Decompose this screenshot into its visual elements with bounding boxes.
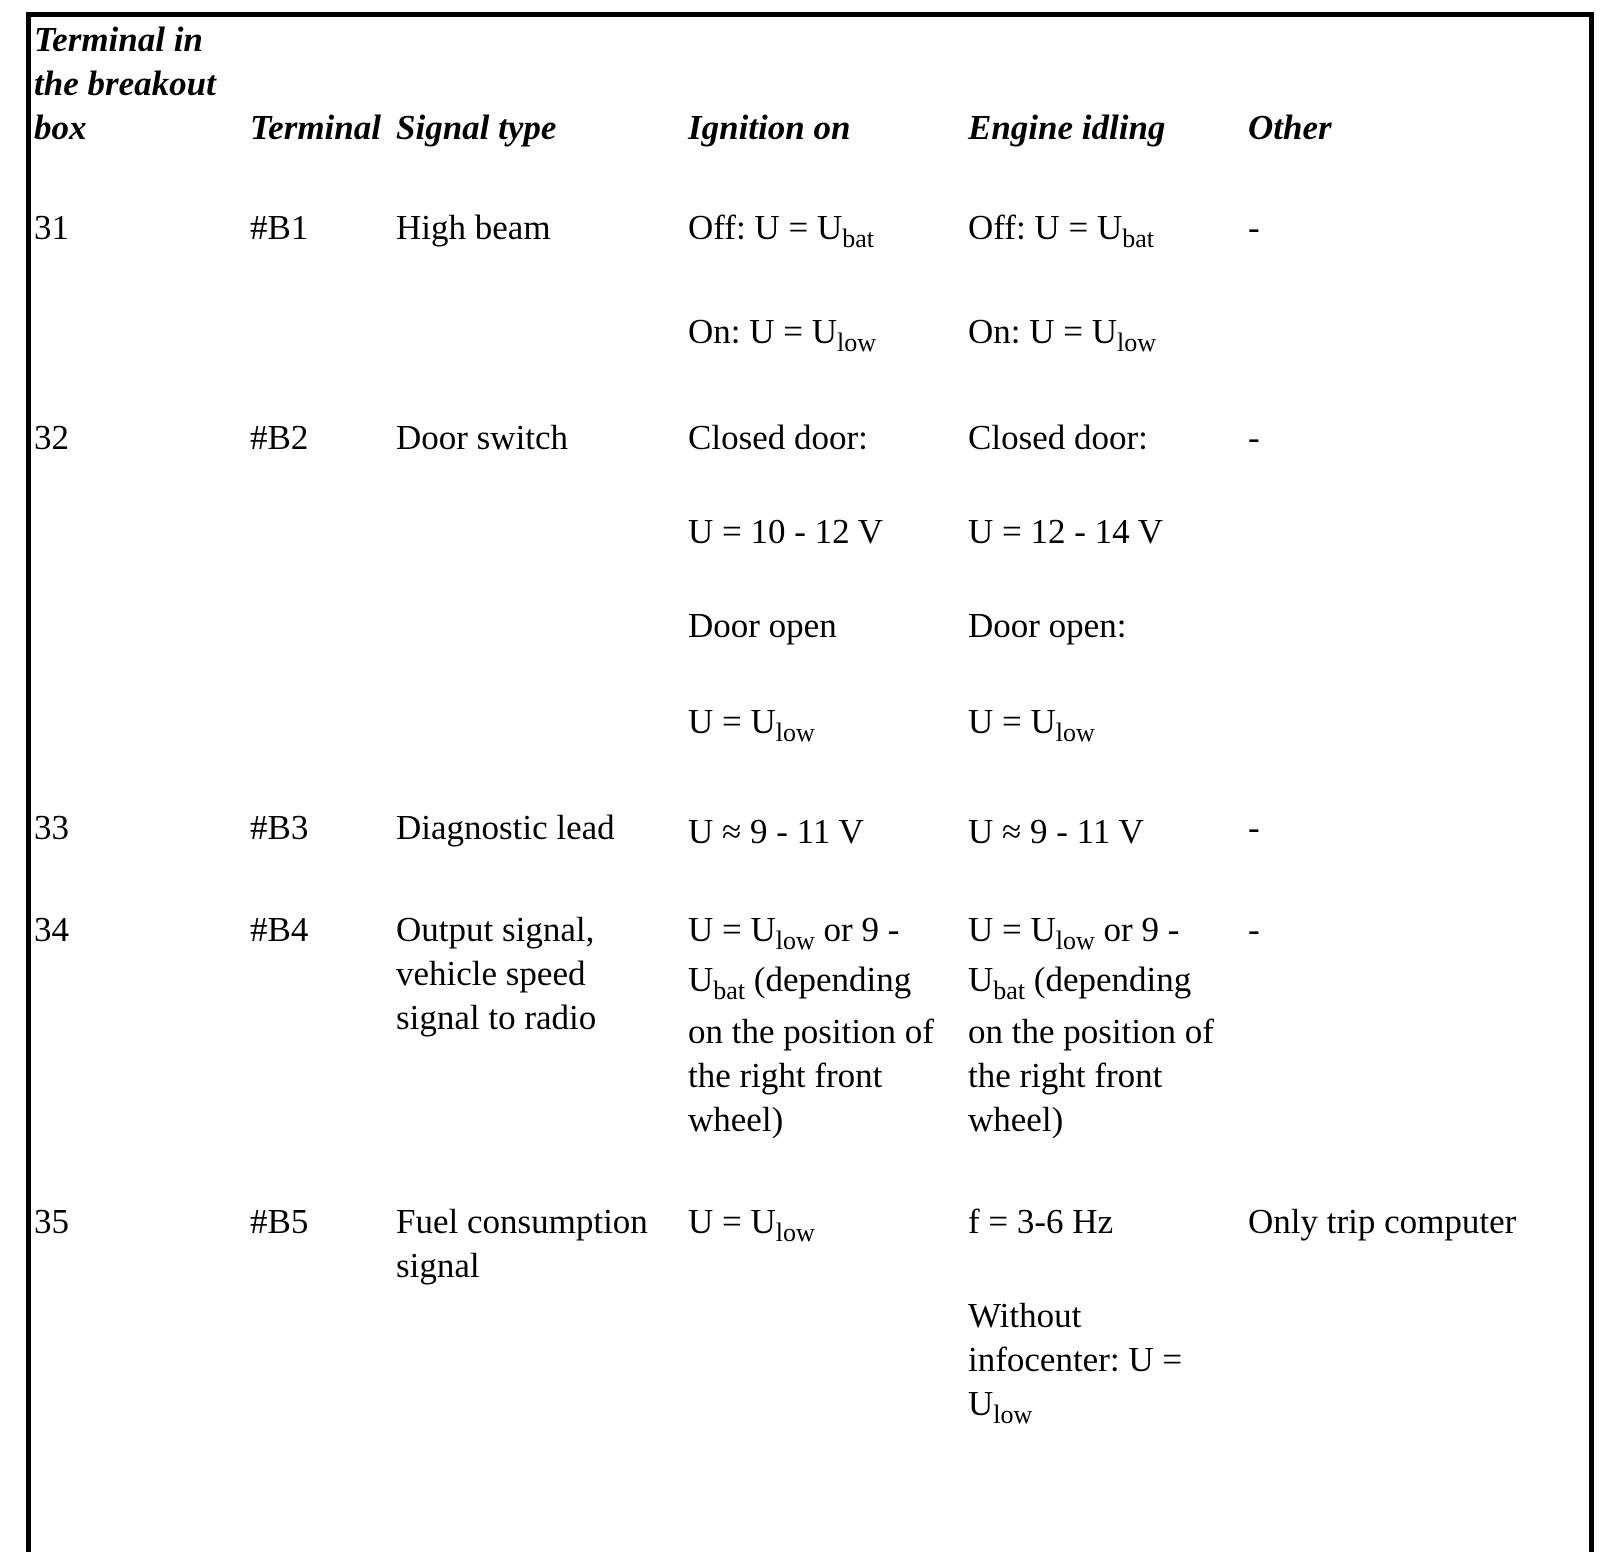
row-35-ignition-text: U = U xyxy=(688,1202,776,1241)
row-34-engine-line-2-pre: U xyxy=(968,960,994,999)
row-34-engine-line-1-sub: low xyxy=(1055,926,1095,955)
header-engine-idling: Engine idling xyxy=(968,108,1166,147)
header-ignition-on: Ignition on xyxy=(688,108,851,147)
row-34-ignition-line-2 xyxy=(688,958,934,1010)
row-33-terminal: #B3 xyxy=(250,808,309,847)
row-31-box: 31 xyxy=(34,208,69,247)
row-31-ignition-off xyxy=(688,206,874,253)
row-34-ignition-line-1-pre: U = U xyxy=(688,910,776,949)
row-34-signal xyxy=(396,908,596,1040)
row-34-ignition-line-2-post: (depending xyxy=(745,960,912,999)
row-34-engine-line-2-sub: bat xyxy=(993,976,1026,1005)
row-34-box: 34 xyxy=(34,910,69,949)
row-35-ignition-sub: low xyxy=(775,1218,815,1247)
row-32-ignition-open-voltage-sub: low xyxy=(775,718,815,747)
row-31-signal: High beam xyxy=(396,208,551,247)
row-31-engine-on-text: On: U = U xyxy=(968,312,1118,351)
row-33-ignition: U ≈ 9 - 11 V xyxy=(688,812,864,851)
row-33-box: 33 xyxy=(34,808,69,847)
row-35-engine-line-3-pre: U xyxy=(968,1384,994,1423)
header-breakout-box xyxy=(34,18,216,150)
row-31-engine-on xyxy=(968,310,1157,357)
header-breakout-line-1: Terminal in xyxy=(34,20,203,59)
row-34-engine-line-5: wheel) xyxy=(968,1100,1064,1139)
row-32-signal: Door switch xyxy=(396,418,569,457)
row-34-engine-line-4: the right front xyxy=(968,1056,1163,1095)
header-signal-type: Signal type xyxy=(396,108,557,147)
row-32-engine-closed-voltage: U = 12 - 14 V xyxy=(968,512,1164,551)
row-31-other: - xyxy=(1248,208,1260,247)
row-34-ignition-line-1 xyxy=(688,908,934,958)
row-32-engine-open: Door open: xyxy=(968,606,1127,645)
row-34-engine-line-1-pre: U = U xyxy=(968,910,1056,949)
row-33-signal: Diagnostic lead xyxy=(396,808,615,847)
row-31-ignition-off-text: Off: U = U xyxy=(688,208,843,247)
row-35-box: 35 xyxy=(34,1202,69,1241)
row-32-ignition-open-voltage-text: U = U xyxy=(688,702,776,741)
row-33-other: - xyxy=(1248,808,1260,847)
row-34-engine-line-2-post: (depending xyxy=(1025,960,1192,999)
row-35-ignition xyxy=(688,1200,815,1247)
row-34-ignition xyxy=(688,908,934,1142)
header-breakout-line-2: the breakout xyxy=(34,64,216,103)
row-31-engine-off-text: Off: U = U xyxy=(968,208,1123,247)
row-32-ignition-closed-voltage: U = 10 - 12 V xyxy=(688,512,884,551)
row-35-signal-line-1: Fuel consumption xyxy=(396,1202,648,1241)
row-32-engine-open-voltage xyxy=(968,700,1095,747)
row-32-terminal: #B2 xyxy=(250,418,309,457)
row-34-ignition-line-2-sub: bat xyxy=(713,976,746,1005)
row-34-signal-line-1: Output signal, xyxy=(396,910,595,949)
row-34-signal-line-2: vehicle speed xyxy=(396,954,586,993)
row-34-engine-line-1 xyxy=(968,908,1214,958)
row-32-engine-closed: Closed door: xyxy=(968,418,1148,457)
row-31-ignition-off-sub: bat xyxy=(842,224,874,253)
header-breakout-line-3: box xyxy=(34,108,87,147)
row-31-ignition-on xyxy=(688,310,877,357)
row-34-terminal: #B4 xyxy=(250,910,309,949)
row-35-engine-line-1: Without xyxy=(968,1296,1082,1335)
row-34-engine xyxy=(968,908,1214,1142)
row-35-engine-line-3 xyxy=(968,1382,1182,1429)
row-34-other: - xyxy=(1248,910,1260,949)
header-other: Other xyxy=(1248,108,1332,147)
row-32-engine-open-voltage-text: U = U xyxy=(968,702,1056,741)
row-34-engine-line-3: on the position of xyxy=(968,1012,1214,1051)
row-33-engine: U ≈ 9 - 11 V xyxy=(968,812,1144,851)
row-35-engine-line-2: infocenter: U = xyxy=(968,1340,1183,1379)
row-34-ignition-line-3: on the position of xyxy=(688,1012,934,1051)
row-34-engine-line-2 xyxy=(968,958,1214,1010)
row-35-engine-frequency: f = 3-6 Hz xyxy=(968,1202,1114,1241)
row-31-engine-on-sub: low xyxy=(1117,328,1157,357)
row-34-engine-line-1-post: or 9 - xyxy=(1094,910,1180,949)
row-32-other: - xyxy=(1248,418,1260,457)
row-34-ignition-line-5: wheel) xyxy=(688,1100,784,1139)
row-32-box: 32 xyxy=(34,418,69,457)
row-32-engine-open-voltage-sub: low xyxy=(1055,718,1095,747)
row-32-ignition-closed: Closed door: xyxy=(688,418,868,457)
row-34-ignition-line-2-pre: U xyxy=(688,960,714,999)
row-35-signal-line-2: signal xyxy=(396,1246,480,1285)
header-terminal: Terminal xyxy=(250,108,381,147)
row-35-other: Only trip computer xyxy=(1248,1202,1517,1241)
row-31-terminal: #B1 xyxy=(250,208,309,247)
row-34-ignition-line-4: the right front xyxy=(688,1056,883,1095)
row-32-ignition-open-voltage xyxy=(688,700,815,747)
row-31-engine-off-sub: bat xyxy=(1122,224,1154,253)
row-32-ignition-open: Door open xyxy=(688,606,837,645)
row-31-ignition-on-sub: low xyxy=(837,328,877,357)
row-31-ignition-on-text: On: U = U xyxy=(688,312,838,351)
row-34-signal-line-3: signal to radio xyxy=(396,998,597,1037)
row-35-engine-line-3-sub: low xyxy=(993,1400,1033,1429)
row-35-terminal: #B5 xyxy=(250,1202,309,1241)
row-34-ignition-line-1-sub: low xyxy=(775,926,815,955)
row-35-signal xyxy=(396,1200,648,1288)
row-31-engine-off xyxy=(968,206,1154,253)
row-35-engine-without xyxy=(968,1294,1183,1429)
row-34-ignition-line-1-post: or 9 - xyxy=(814,910,900,949)
